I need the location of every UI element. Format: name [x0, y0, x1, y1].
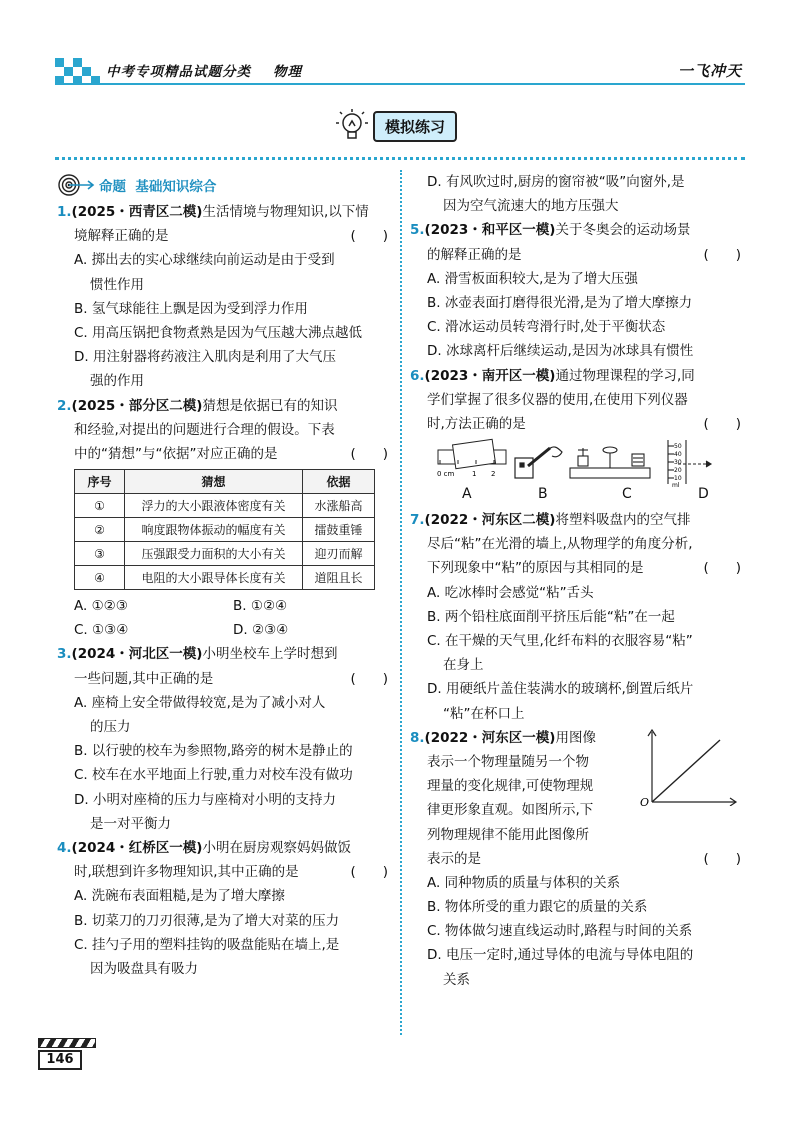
header-rule: [55, 83, 745, 85]
table-cell: ①: [75, 494, 125, 518]
answer-blank: ( ): [703, 415, 741, 432]
q6-source: (2023・南开区一模): [424, 367, 556, 384]
table-row: [75, 518, 375, 542]
column-divider: [400, 170, 402, 1035]
q3-option-b: B. 以行驶的校车为参照物,路旁的树木是静止的: [74, 743, 353, 760]
q6-stem: 通过物理课程的学习,同: [555, 367, 695, 384]
page-footer: [38, 1036, 98, 1076]
q5-stem-cont: 的解释正确的是: [427, 246, 522, 263]
left-column: [57, 170, 392, 981]
q8-number: 8.: [410, 729, 425, 746]
table-cell: 电阻的大小跟导体长度有关: [125, 566, 303, 590]
question-3: [57, 642, 392, 836]
q5-stem: 关于冬奥会的运动场景: [555, 222, 691, 239]
q7-stem-cont2: 下列现象中“粘”的原因与其相同的是: [427, 560, 644, 577]
q8-stem-cont5: 表示的是: [427, 850, 481, 867]
q5-option-c: C. 滑冰运动员转弯滑行时,处于平衡状态: [427, 319, 666, 336]
q7-number: 7.: [410, 512, 425, 529]
origin-label: O: [640, 795, 650, 806]
table-cell: 响度跟物体振动的幅度有关: [125, 518, 303, 542]
q6-stem-cont2: 时,方法正确的是: [427, 415, 526, 432]
question-4: [57, 836, 392, 981]
cylinder-tick-label: 30: [674, 459, 682, 467]
table-cell: ④: [75, 566, 125, 590]
subject: 物理: [273, 64, 302, 80]
q6-stem-cont: 学们掌握了很多仪器的使用,在使用下列仪器: [427, 391, 688, 408]
table-cell: 道阻且长: [303, 566, 375, 590]
q8-stem-cont4: 列物理规律不能用此图像所: [427, 826, 589, 843]
q5-number: 5.: [410, 222, 425, 239]
q4-option-c: C. 挂勺子用的塑料挂钩的吸盘能贴在墙上,是: [74, 936, 340, 953]
q8-stem-cont2: 理量的变化规律,可使物理规: [427, 778, 594, 795]
ruler-figure: [438, 439, 506, 468]
brand-logo: 一飞冲天: [677, 62, 742, 80]
table-cell: 擂鼓重锤: [303, 518, 375, 542]
hypothesis-table: [74, 469, 375, 590]
q4-stem: 小明在厨房观察妈妈做饭: [202, 839, 351, 856]
figure-label-c: C: [622, 486, 632, 503]
q1-stem: 生活情境与物理知识,以下情: [202, 204, 369, 220]
answer-blank: ( ): [350, 445, 388, 462]
q7-stem-cont: 尽后“粘”在光滑的墙上,从物理学的角度分析,: [427, 536, 693, 553]
figure-label-b: B: [538, 486, 548, 503]
col-header-hypothesis: 猜想: [125, 470, 303, 494]
cylinder-tick-label: 50: [674, 443, 682, 451]
series-title: 中考专项精品试题分类 物理: [106, 64, 302, 80]
q8-stem-cont: 表示一个物理量随另一个物: [427, 753, 589, 770]
q3-option-a: A. 座椅上安全带做得较宽,是为了减小对人: [74, 694, 326, 711]
instruments-figure: [410, 438, 745, 504]
q2-stem-cont: 和经验,对提出的问题进行合理的假设。下表: [74, 421, 335, 438]
q7-option-b: B. 两个铅柱底面削平挤压后能“粘”在一起: [427, 608, 675, 625]
answer-blank: ( ): [350, 228, 388, 245]
page-header: [0, 0, 800, 100]
q1-option-d: D. 用注射器将药液注入肌肉是利用了大气压: [74, 349, 336, 366]
topic-heading: [57, 170, 392, 200]
q5-option-a: A. 滑雪板面积较大,是为了增大压强: [427, 270, 638, 287]
question-6: [410, 364, 745, 505]
q2-stem: 猜想是依据已有的知识: [202, 397, 338, 414]
q5-option-b: B. 冰壶表面打磨得很光滑,是为了增大摩擦力: [427, 294, 693, 311]
cylinder-tick-label: 20: [674, 467, 682, 475]
q3-option-d-cont: 是一对平衡力: [90, 815, 171, 832]
header-checker-pattern: [55, 58, 99, 84]
q4-source: (2024・红桥区一模): [71, 839, 203, 856]
figure-label-a: A: [462, 486, 472, 503]
q8-stem: 用图像: [555, 729, 596, 746]
q1-source: (2025・西青区二模): [71, 204, 203, 220]
q8-option-b: B. 物体所受的重力跟它的质量的关系: [427, 899, 648, 916]
q2-option-c: C. ①③④: [74, 622, 129, 639]
table-row: [75, 494, 375, 518]
section-heading: [335, 108, 457, 144]
table-cell: 水涨船高: [303, 494, 375, 518]
table-cell: ②: [75, 518, 125, 542]
q7-stem: 将塑料吸盘内的空气排: [555, 512, 691, 529]
proportional-line: [652, 740, 720, 802]
q8-option-d: D. 电压一定时,通过导体的电流与导体电阻的: [427, 947, 694, 964]
section-title: 模拟练习: [373, 111, 457, 142]
q1-option-b: B. 氢气球能往上飘是因为受到浮力作用: [74, 300, 308, 317]
q8-option-c: C. 物体做匀速直线运动时,路程与时间的关系: [427, 923, 693, 940]
topic-label: 命题: [99, 179, 126, 195]
right-column: [410, 170, 745, 992]
q8-option-d-cont: 关系: [443, 971, 470, 988]
cylinder-tick-label: 10: [674, 475, 682, 483]
cylinder-unit: ml: [672, 482, 680, 489]
q2-option-d: D. ②③④: [233, 622, 289, 639]
q4-number: 4.: [57, 839, 72, 856]
test-pencil-figure: [515, 447, 562, 478]
answer-blank: ( ): [350, 864, 388, 881]
q4-option-c-cont: 因为吸盘具有吸力: [90, 960, 198, 977]
ruler-tick-label: 1: [472, 470, 477, 479]
q1-option-d-cont: 强的作用: [90, 373, 144, 390]
q4-stem-cont: 时,联想到许多物理知识,其中正确的是: [74, 864, 299, 881]
q7-option-d-cont: “粘”在杯口上: [443, 705, 525, 722]
q4-option-a: A. 洗碗布表面粗糙,是为了增大摩擦: [74, 888, 285, 905]
q2-option-b: B. ①②④: [233, 598, 288, 615]
page-number: 146: [38, 1050, 82, 1070]
q3-option-d: D. 小明对座椅的压力与座椅对小明的支持力: [74, 791, 336, 808]
q7-option-c-cont: 在身上: [443, 657, 484, 674]
q7-option-c: C. 在干燥的天气里,化纤布料的衣服容易“粘”: [427, 633, 693, 649]
question-1: [57, 200, 392, 394]
q3-source: (2024・河北区一模): [71, 646, 203, 663]
target-icon: [57, 172, 95, 198]
q4-option-b: B. 切菜刀的刀刃很薄,是为了增大对菜的压力: [74, 912, 340, 929]
table-cell: 浮力的大小跟液体密度有关: [125, 494, 303, 518]
question-8: [410, 726, 745, 992]
q3-stem: 小明坐校车上学时想到: [202, 646, 338, 663]
q7-option-a: A. 吃冰棒时会感觉“粘”舌头: [427, 584, 594, 601]
q6-number: 6.: [410, 367, 425, 384]
instruments-svg: [410, 438, 745, 488]
q1-stem-cont: 境解释正确的是: [74, 228, 169, 245]
q5-option-d: D. 冰球离杆后继续运动,是因为冰球具有惯性: [427, 343, 694, 360]
table-cell: 迎刃而解: [303, 542, 375, 566]
q5-source: (2023・和平区一模): [424, 222, 556, 239]
q8-stem-cont3: 律更形象直观。如图所示,下: [427, 802, 594, 819]
q1-option-a: A. 掷出去的实心球继续向前运动是由于受到: [74, 252, 335, 269]
linear-graph-figure: [640, 726, 740, 806]
lightbulb-icon: [335, 108, 369, 144]
q8-option-a: A. 同种物质的质量与体积的关系: [427, 874, 621, 891]
question-7: [410, 508, 745, 726]
table-cell: 压强跟受力面积的大小有关: [125, 542, 303, 566]
figure-label-d: D: [698, 486, 709, 503]
clapperboard-icon: [38, 1038, 96, 1048]
q4-option-d: D. 有风吹过时,厨房的窗帘被“吸”向窗外,是: [427, 174, 685, 190]
q3-stem-cont: 一些问题,其中正确的是: [74, 670, 214, 687]
section-divider: [55, 157, 745, 160]
cylinder-tick-label: 40: [674, 451, 682, 459]
q8-source: (2022・河东区一模): [424, 729, 556, 746]
table-header-row: [75, 470, 375, 494]
answer-blank: ( ): [703, 850, 741, 867]
topic-name: 基础知识综合: [135, 179, 217, 195]
q3-option-c: C. 校车在水平地面上行驶,重力对校车没有做功: [74, 767, 353, 784]
table-row: [75, 566, 375, 590]
ruler-tick-label: 2: [491, 470, 496, 479]
col-header-basis: 依据: [303, 470, 375, 494]
q3-option-a-cont: 的压力: [90, 719, 131, 735]
question-5: [410, 218, 745, 363]
q3-number: 3.: [57, 646, 72, 663]
col-header-number: 序号: [75, 470, 125, 494]
q2-number: 2.: [57, 397, 72, 414]
balance-figure: [570, 447, 650, 478]
q1-option-a-cont: 惯性作用: [90, 276, 144, 293]
q4-option-d-cont: 因为空气流速大的地方压强大: [443, 198, 619, 215]
ruler-tick-label: 0 cm: [437, 470, 455, 479]
q7-option-d: D. 用硬纸片盖住装满水的玻璃杯,倒置后纸片: [427, 681, 694, 698]
table-cell: ③: [75, 542, 125, 566]
q2-option-a: A. ①②③: [74, 598, 128, 615]
q2-stem-cont2: 中的“猜想”与“依据”对应正确的是: [74, 445, 278, 462]
q1-option-c: C. 用高压锅把食物煮熟是因为气压越大沸点越低: [74, 324, 363, 341]
question-2: [57, 394, 392, 643]
answer-blank: ( ): [703, 560, 741, 577]
q7-source: (2022・河东区二模): [424, 512, 556, 529]
answer-blank: ( ): [703, 246, 741, 263]
q2-source: (2025・部分区二模): [71, 397, 203, 414]
q1-number: 1.: [57, 204, 72, 220]
answer-blank: ( ): [350, 670, 388, 687]
table-row: [75, 542, 375, 566]
